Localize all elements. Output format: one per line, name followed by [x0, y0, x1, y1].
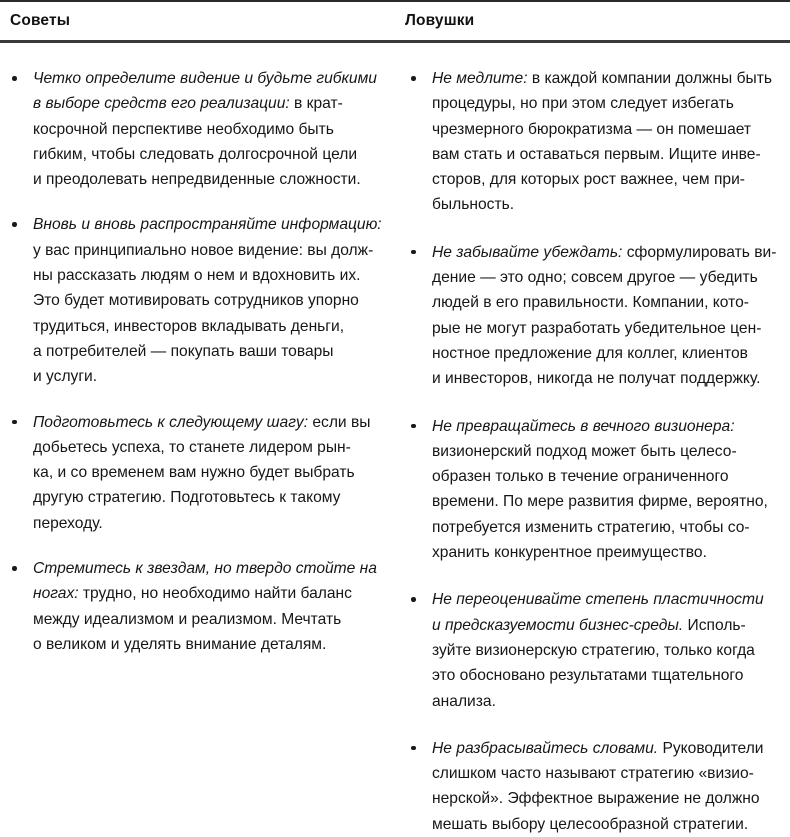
body-text: ны рассказать людям о нем и вдохновить их.	[33, 267, 361, 285]
body-text: слишком часто называют стратегию «визио-	[432, 765, 754, 783]
body-text: косрочной перспективе необходимо быть	[33, 120, 334, 138]
body-text: о великом и уделять внимание деталям.	[33, 635, 327, 653]
table-body-row	[0, 43, 790, 833]
text-line	[432, 812, 782, 837]
text-line	[432, 638, 782, 663]
list-item	[409, 736, 782, 837]
body-text: чрезмерного бюрократизма — он помешает	[432, 120, 752, 138]
body-text: зуйте визионерскую стратегию, только когда	[432, 641, 755, 659]
body-text: рые не могут разработать убедительное цен-	[432, 319, 762, 337]
emphasis-text: Четко определите видение и будьте гибкими	[33, 70, 377, 87]
text-line	[432, 736, 782, 761]
body-text: и услуги.	[33, 368, 98, 386]
text-line	[432, 192, 782, 217]
body-text: быльность.	[432, 196, 515, 214]
body-text: Руководители	[658, 739, 764, 757]
table-cell-pitfalls	[395, 43, 790, 833]
text-line	[33, 238, 385, 263]
emphasis-text: Не медлите:	[432, 70, 528, 87]
text-line	[33, 435, 385, 460]
body-text: трудиться, инвесторов вкладывать деньги,	[33, 317, 345, 335]
list-item	[409, 414, 782, 566]
bullet-dot-icon	[411, 424, 416, 429]
text-line	[33, 556, 385, 581]
emphasis-text: Вновь и вновь распространяйте информацию:	[33, 216, 382, 234]
table-header-cell-tips	[0, 2, 395, 40]
emphasis-text: Стремитесь к звездам, но твердо стойте на	[33, 560, 377, 578]
body-text: добьетесь успеха, то станете лидером рын-	[33, 438, 351, 456]
bullet-dot-icon	[12, 566, 17, 571]
text-line	[432, 613, 782, 638]
body-text: если вы	[308, 413, 371, 431]
text-line	[33, 410, 385, 435]
text-line	[432, 290, 782, 315]
body-text: и инвесторов, никогда не получат поддержку.	[432, 370, 761, 388]
bullet-dot-icon	[12, 222, 17, 227]
text-line	[33, 485, 385, 510]
body-text: сторов, для которых рост важнее, чем при-	[432, 171, 746, 189]
list-item-text	[432, 414, 782, 566]
body-text: и преодолевать непредвиденные сложности.	[33, 171, 361, 189]
text-line	[432, 142, 782, 167]
emphasis-text: Не переоценивайте степень пластичности	[432, 591, 764, 609]
text-line	[432, 265, 782, 290]
text-line	[432, 464, 782, 489]
list-item-text	[33, 212, 385, 389]
list-item-text	[432, 736, 782, 837]
text-line	[432, 515, 782, 540]
text-line	[432, 761, 782, 786]
body-text: гибким, чтобы следовать долгосрочной цели	[33, 145, 358, 163]
list-item	[409, 587, 782, 713]
list-item-text	[33, 410, 385, 536]
text-line	[432, 540, 782, 565]
body-text: ностное предложение для коллег, клиентов	[432, 344, 748, 362]
list-item-text	[432, 240, 782, 392]
bullet-dot-icon	[411, 250, 416, 255]
text-line	[432, 66, 782, 91]
text-line	[432, 341, 782, 366]
text-line	[33, 364, 385, 389]
body-text: мешать выбору целесообразной стратегии.	[432, 815, 749, 833]
text-line	[432, 663, 782, 688]
emphasis-text: в выборе средств его реализации:	[33, 95, 290, 113]
text-line	[33, 117, 385, 142]
emphasis-text: Не разбрасывайтесь словами.	[432, 739, 659, 757]
text-line	[432, 117, 782, 142]
body-text: между идеализмом и реализмом. Мечтать	[33, 610, 342, 628]
column-header-pitfalls: Ловушки	[405, 12, 475, 30]
text-line	[432, 786, 782, 811]
text-line	[432, 587, 782, 612]
list-item	[10, 556, 385, 657]
body-text: в каждой компании должны быть	[527, 70, 772, 87]
text-line	[432, 240, 782, 265]
text-line	[33, 460, 385, 485]
text-line	[432, 316, 782, 341]
list-item-text	[432, 587, 782, 713]
body-text: а потребителей — покупать ваши товары	[33, 342, 334, 360]
text-line	[432, 167, 782, 192]
body-text: вам стать и оставаться первым. Ищите инве-	[432, 145, 761, 163]
text-line	[33, 66, 385, 91]
list-item-text	[33, 66, 385, 192]
text-line	[432, 91, 782, 116]
body-text: дение — это одно; совсем другое — убедить	[432, 269, 758, 287]
text-line	[432, 489, 782, 514]
table-header-cell-pitfalls	[395, 2, 790, 40]
body-text: в крат-	[289, 95, 343, 113]
text-line	[33, 288, 385, 313]
body-text: сформулировать ви-	[622, 243, 777, 261]
body-text: потребуется изменить стратегию, чтобы со-	[432, 518, 750, 536]
list-item	[409, 66, 782, 218]
body-text: Исполь-	[683, 616, 746, 634]
text-line	[33, 314, 385, 339]
list-item	[10, 410, 385, 536]
body-text: переходу.	[33, 514, 103, 532]
body-text: у вас принципиально новое видение: вы долж-	[33, 241, 374, 259]
text-line	[33, 581, 385, 606]
text-line	[432, 366, 782, 391]
body-text: процедуры, но при этом следует избегать	[432, 95, 734, 113]
pitfalls-bullet-list	[395, 66, 790, 837]
body-text: хранить конкурентное преимущество.	[432, 544, 707, 562]
emphasis-text: Подготовьтесь к следующему шагу:	[33, 413, 309, 431]
list-item-text	[432, 66, 782, 218]
bullet-dot-icon	[411, 746, 416, 751]
text-line	[33, 142, 385, 167]
text-line	[33, 91, 385, 116]
text-line	[33, 212, 385, 237]
body-text: образен только в течение ограниченного	[432, 468, 729, 486]
list-item	[10, 66, 385, 192]
text-line	[33, 339, 385, 364]
text-line	[432, 689, 782, 714]
body-text: другую стратегию. Подготовьтесь к такому	[33, 489, 341, 507]
body-text: Это будет мотивировать сотрудников упорно	[33, 292, 359, 310]
list-item	[409, 240, 782, 392]
body-text: анализа.	[432, 692, 496, 710]
emphasis-text: Не превращайтесь в вечного визионера:	[432, 417, 735, 435]
bullet-dot-icon	[12, 420, 17, 425]
body-text: людей в его правильности. Компании, кото-	[432, 294, 749, 312]
text-line	[33, 607, 385, 632]
emphasis-text: и предсказуемости бизнес-среды.	[432, 616, 684, 634]
text-line	[33, 263, 385, 288]
body-text: ка, и со временем вам нужно будет выбрать	[33, 464, 355, 482]
body-text: трудно, но необходимо найти баланс	[78, 585, 352, 603]
table-cell-tips	[0, 43, 395, 803]
bullet-dot-icon	[411, 597, 416, 602]
text-line	[33, 632, 385, 657]
body-text: визионерский подход может быть целесо-	[432, 442, 737, 460]
list-item-text	[33, 556, 385, 657]
body-text: нерской». Эффектное выражение не должно	[432, 790, 760, 808]
text-line	[432, 439, 782, 464]
bullet-dot-icon	[411, 76, 416, 81]
text-line	[33, 167, 385, 192]
table-header-row	[0, 2, 790, 40]
bullet-dot-icon	[12, 76, 17, 81]
body-text: времени. По мере развития фирме, вероятно,	[432, 493, 768, 511]
body-text: это обосновано результатами тщательного	[432, 667, 744, 685]
text-line	[33, 511, 385, 536]
text-line	[432, 414, 782, 439]
tips-bullet-list	[0, 66, 395, 657]
emphasis-text: Не забывайте убеждать:	[432, 243, 623, 261]
emphasis-text: ногах:	[33, 585, 79, 603]
column-header-tips: Советы	[10, 12, 71, 30]
list-item	[10, 212, 385, 389]
